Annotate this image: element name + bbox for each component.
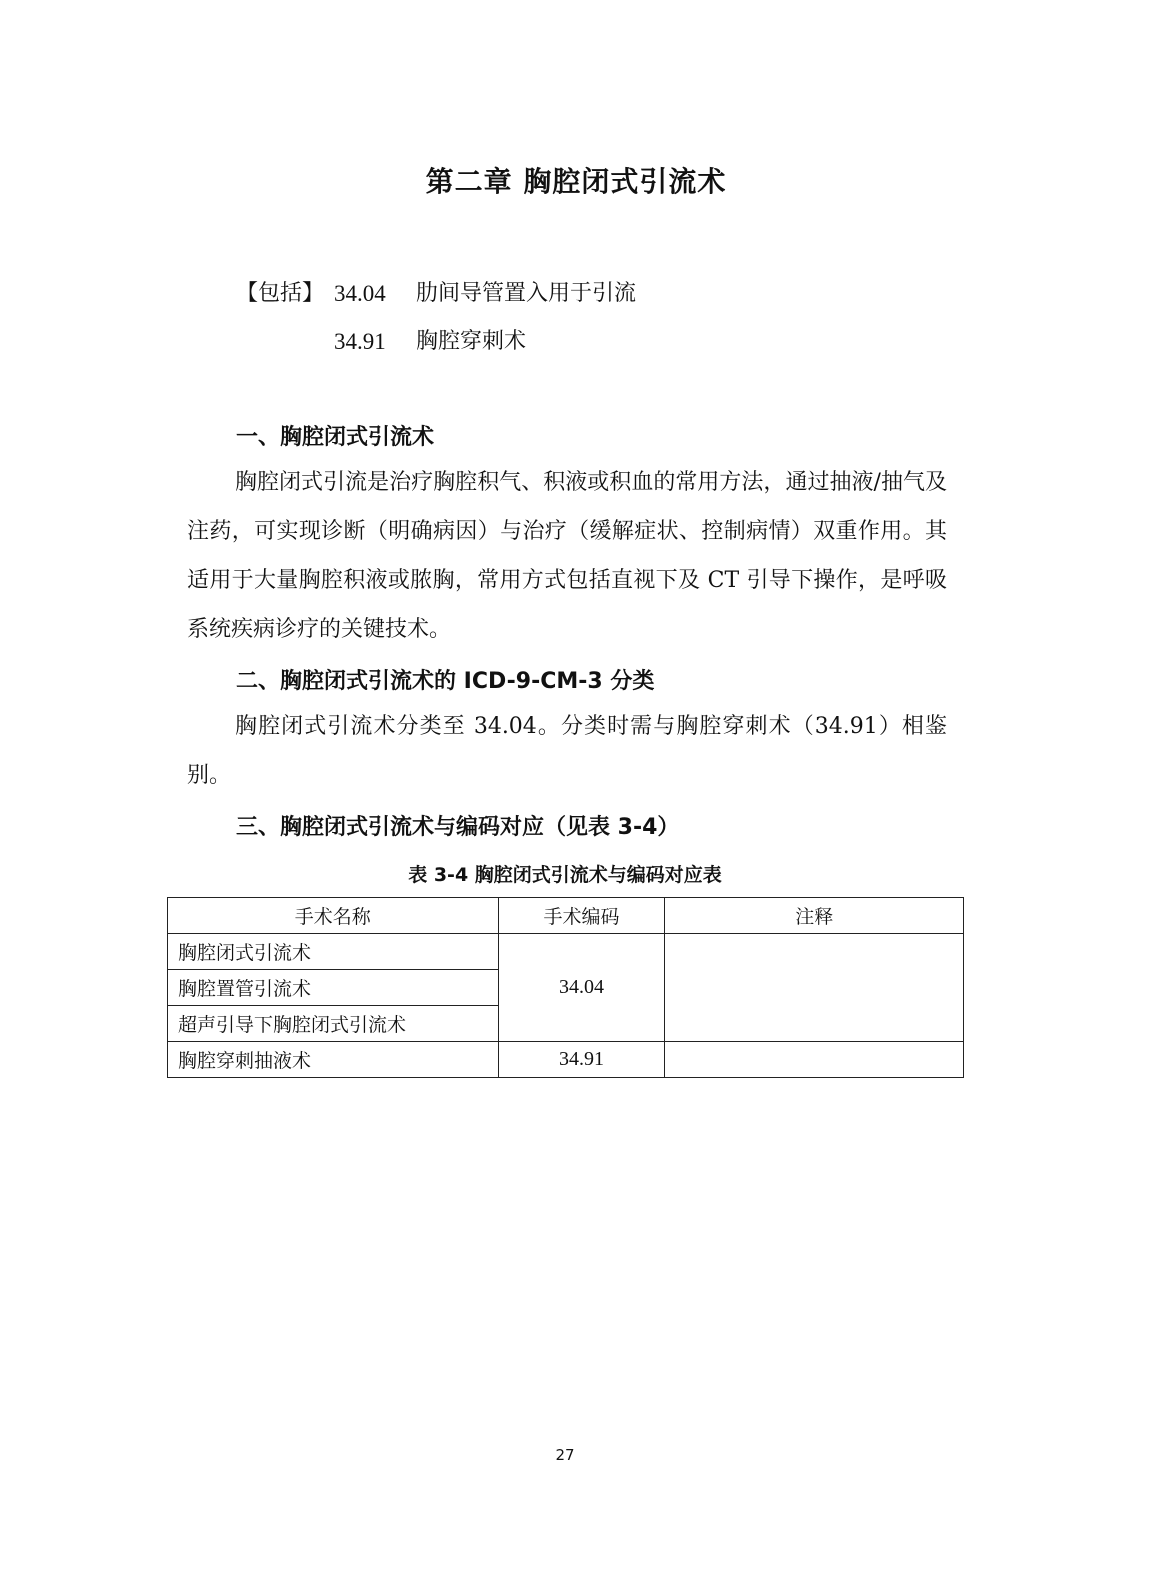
table-header-row bbox=[168, 898, 964, 934]
code-table bbox=[167, 897, 964, 1078]
includes-block bbox=[236, 270, 636, 366]
includes-label: 【包括】 bbox=[236, 281, 325, 306]
procedure-name-cell: 胸腔穿刺抽液术 bbox=[168, 1042, 499, 1078]
note-cell bbox=[665, 1042, 964, 1078]
procedure-name-cell: 超声引导下胸腔闭式引流术 bbox=[168, 1006, 499, 1042]
note-cell bbox=[665, 934, 964, 1042]
table-header-cell: 注释 bbox=[665, 898, 964, 934]
includes-code: 34.91 bbox=[334, 329, 386, 354]
table-row bbox=[168, 934, 964, 970]
procedure-name-cell: 胸腔闭式引流术 bbox=[168, 934, 499, 970]
section-paragraph-2: 胸腔闭式引流术分类至 34.04。分类时需与胸腔穿刺术（34.91）相鉴别。 bbox=[187, 714, 947, 788]
table-header-cell: 手术编码 bbox=[498, 898, 665, 934]
section-heading-3: 三、胸腔闭式引流术与编码对应（见表 3-4） bbox=[236, 815, 680, 840]
includes-row bbox=[236, 270, 636, 318]
procedure-code-cell: 34.04 bbox=[498, 934, 665, 1042]
section-heading-2: 二、胸腔闭式引流术的 ICD-9-CM-3 分类 bbox=[236, 669, 655, 694]
includes-code: 34.04 bbox=[334, 281, 386, 306]
includes-row bbox=[236, 318, 636, 366]
table-header-cell: 手术名称 bbox=[168, 898, 499, 934]
includes-name: 肋间导管置入用于引流 bbox=[416, 281, 637, 306]
procedure-name-cell: 胸腔置管引流术 bbox=[168, 970, 499, 1006]
section-paragraph-1: 胸腔闭式引流是治疗胸腔积气、积液或积血的常用方法，通过抽液/抽气及注药，可实现诊断（明确病因）与治疗（缓解症状、控制病情）双重作用。其适用于大量胸腔积液或脓胸，常用方式包括直视下及 CT 引导下操作，是呼吸系统疾病诊疗的关键技术。 bbox=[187, 470, 947, 642]
table-caption: 表 3-4 胸腔闭式引流术与编码对应表 bbox=[408, 864, 722, 886]
chapter-title: 第二章 胸腔闭式引流术 bbox=[425, 165, 727, 198]
procedure-code-cell: 34.91 bbox=[498, 1042, 665, 1078]
includes-name: 胸腔穿刺术 bbox=[416, 329, 527, 354]
table-row bbox=[168, 1042, 964, 1078]
page-number: 27 bbox=[555, 1446, 575, 1464]
section-heading-1: 一、胸腔闭式引流术 bbox=[236, 425, 435, 450]
